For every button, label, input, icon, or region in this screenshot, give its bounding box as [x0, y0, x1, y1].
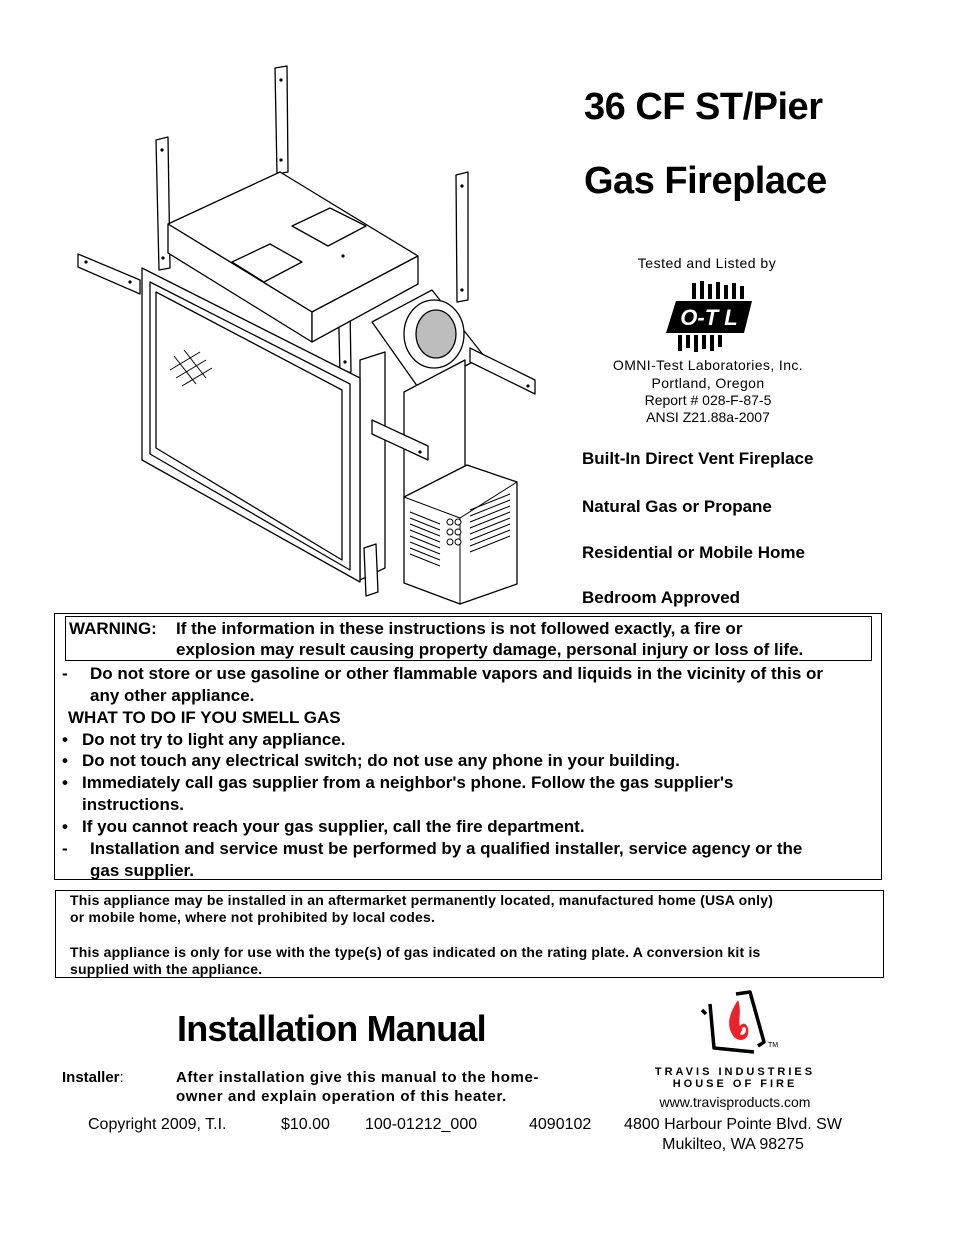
installer-line-2: owner and explain operation of this heater. — [176, 1088, 507, 1105]
bullet-item-4: If you cannot reach your gas supplier, call the fire department. — [82, 817, 585, 836]
feature-2: Natural Gas or Propane — [582, 497, 772, 516]
dash-item-1-line-1: Do not store or use gasoline or other flammable vapors and liquids in the vicinity of this or — [90, 664, 824, 683]
warning-line-2: explosion may result causing property damage, personal injury or loss of life. — [176, 640, 804, 659]
installer-label-wrap — [62, 1069, 124, 1086]
dash-item-1-line-2: any other appliance. — [90, 686, 255, 705]
bullet-marker-2: • — [62, 751, 68, 770]
bullet-item-3-cont: instructions. — [82, 795, 185, 814]
notice-p2-line-1: This appliance is only for use with the type(s) of gas indicated on the rating plate. A conversion kit is — [70, 944, 761, 960]
otl-logo — [664, 281, 754, 353]
part-number: 100-01212_000 — [365, 1116, 478, 1133]
address-line-1: 4800 Harbour Pointe Blvd. SW — [624, 1116, 842, 1133]
feature-3: Residential or Mobile Home — [582, 543, 805, 562]
bullet-item-2: Do not touch any electrical switch; do not use any phone in your building. — [82, 751, 680, 770]
bullet-item-3: Immediately call gas supplier from a neighbor's phone. Follow the gas supplier's — [82, 773, 734, 792]
dash-marker-1: - — [62, 664, 68, 683]
trademark: TM — [768, 1042, 779, 1049]
tested-by: Tested and Listed by — [637, 255, 777, 271]
website-link[interactable]: www.travisproducts.com — [659, 1094, 811, 1110]
warning-line-1: If the information in these instructions is not followed exactly, a fire or — [176, 619, 743, 638]
smell-gas-heading: WHAT TO DO IF YOU SMELL GAS — [68, 708, 341, 727]
manual-title: Installation Manual — [177, 1008, 486, 1049]
bullet-item-1: Do not try to light any appliance. — [82, 730, 346, 749]
feature-1: Built-In Direct Vent Fireplace — [582, 449, 814, 468]
notice-p2-line-2: supplied with the appliance. — [70, 961, 263, 977]
title-line-2: Gas Fireplace — [584, 160, 827, 202]
brand-line-2: HOUSE OF FIRE — [672, 1078, 798, 1090]
dash-item-2-line-1: Installation and service must be performed by a qualified installer, service agency or the — [90, 839, 803, 858]
fireplace-illustration — [70, 60, 550, 610]
bullet-marker-4: • — [62, 817, 68, 836]
dash-item-2-line-2: gas supplier. — [90, 861, 194, 880]
doc-code: 4090102 — [529, 1116, 592, 1133]
lab-city: Portland, Oregon — [651, 375, 765, 391]
copyright: Copyright 2009, T.I. — [88, 1116, 227, 1133]
notice-p1-line-1: This appliance may be installed in an aftermarket permanently located, manufactured home (USA only) — [70, 892, 774, 908]
lab-report: Report # 028-F-87-5 — [644, 392, 772, 408]
feature-4: Bedroom Approved — [582, 588, 741, 607]
brand-line-1: TRAVIS INDUSTRIES — [654, 1066, 816, 1078]
warning-label: WARNING: — [69, 619, 157, 638]
address-line-2: Mukilteo, WA 98275 — [662, 1136, 804, 1153]
lab-ansi: ANSI Z21.88a-2007 — [646, 409, 770, 425]
price: $10.00 — [281, 1116, 330, 1133]
installer-line-1: After installation give this manual to the home- — [176, 1069, 540, 1086]
otl-logo-text: O-T L — [680, 305, 738, 330]
installer-label: Installer — [62, 1069, 120, 1086]
dash-marker-2: - — [62, 839, 68, 858]
bullet-marker-3: • — [62, 773, 68, 792]
notice-p1-line-2: or mobile home, where not prohibited by local codes. — [70, 909, 436, 925]
bullet-marker-1: • — [62, 730, 68, 749]
title-line-1: 36 CF ST/Pier — [584, 86, 823, 128]
installer-colon: : — [119, 1069, 124, 1086]
lab-name: OMNI-Test Laboratories, Inc. — [612, 357, 804, 373]
